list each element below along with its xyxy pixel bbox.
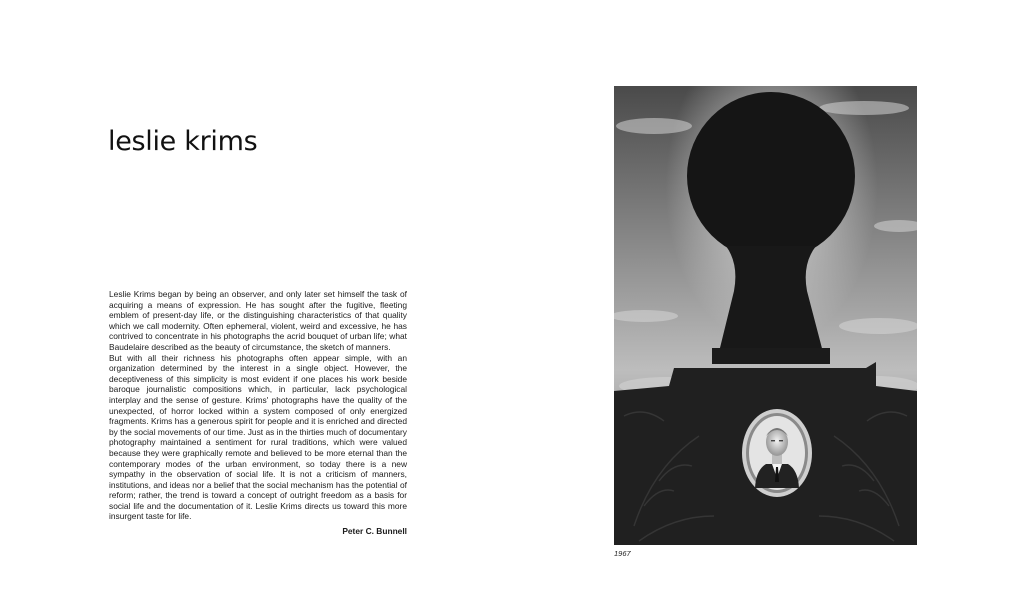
essay-author: Peter C. Bunnell (342, 526, 407, 537)
essay-paragraph-1: Leslie Krims began by being an observer, and only later set himself the task of acquiring a means of expression. He has sought after the fugitive, fleeting emblem of present-day life, or the distinguishing characteristics of that quality which we call modernity. Often ephemeral, violent, weird and excessive, he has contrived to concentrate in his photographs the acrid bouquet of urban life; what Baudelaire described as the beauty of circumstance, the sketch of manners. (109, 289, 407, 352)
photograph-image (614, 86, 917, 545)
essay-paragraph-2: But with all their richness his photographs often appear simple, with an organization determined by the interest in a single object. However, the deceptiveness of this simplicity is most evident if one places his work beside baroque journalistic compositions which, in particular, lack psychological interplay and the sense of gesture. Krims' photographs have the quality of the unexpected, of horror locked within a system composed of only energized fragments. Krims has a generous spirit for people and it is enriched and directed by the social movements of our time. Just as in the thirties much of documentary photography maintained a sentiment for rural traditions, which were valued because they were graphically remote and believed to be more eternal than the contemporary modes of the urban environment, so today there is a new sympathy in the observation of social life. It is not a criticism of manners, institutions, and ideas nor a belief that the social mechanism has the potential of reform; rather, the trend is toward a concept of outright freedom as a basis for social life and the documentation of it. Leslie Krims directs us toward this more insurgent taste for life. (109, 352, 407, 522)
photo-caption: 1967 (614, 549, 631, 558)
photograph (614, 86, 917, 545)
essay-text (109, 289, 407, 537)
page-title: leslie krims (108, 126, 258, 157)
